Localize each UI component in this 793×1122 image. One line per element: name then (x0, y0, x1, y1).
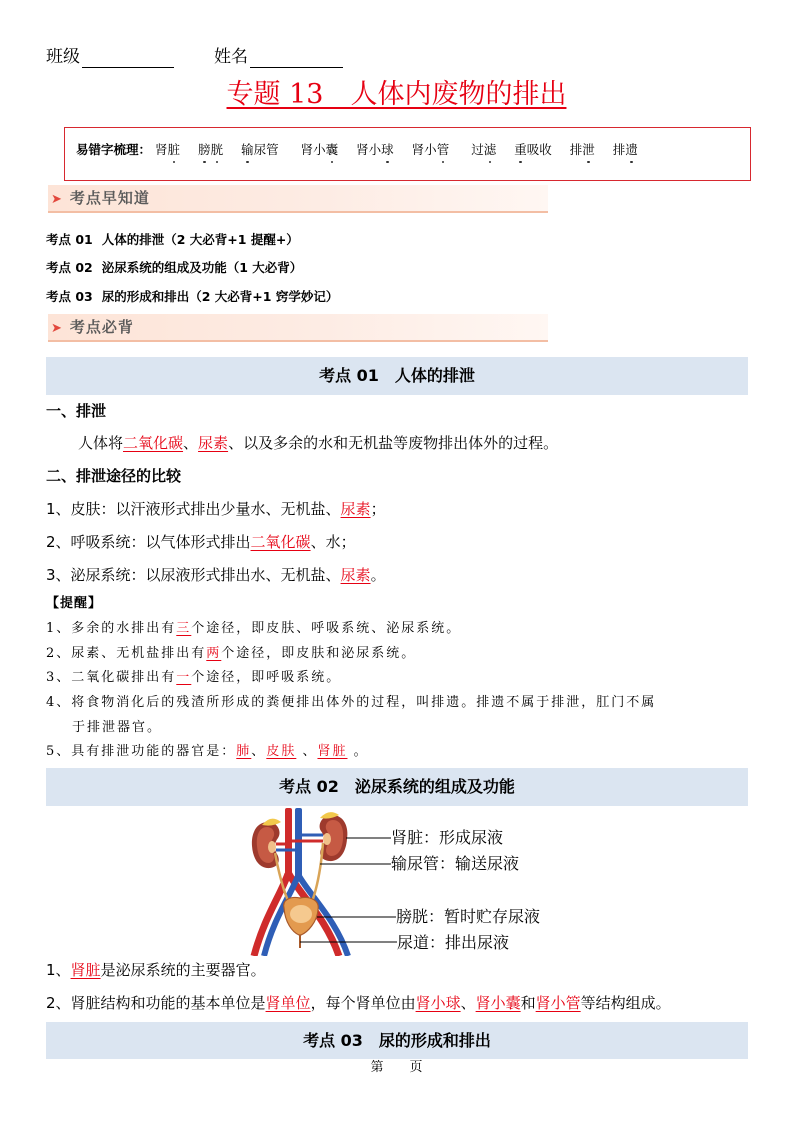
must-know-banner (48, 314, 548, 342)
typo-word (155, 142, 180, 157)
subheading: 一、排泄 (46, 402, 107, 420)
text-run: 2、尿素、无机盐排出有 (46, 646, 207, 661)
toc-text: 人体的排泄（2 大必背+1 提醒+） (101, 232, 299, 247)
aorta (285, 808, 292, 878)
emphasis-char: 球 (381, 142, 394, 157)
page-title: 专题 13 人体内废物的排出 (226, 79, 567, 110)
point-item (46, 992, 671, 1014)
text-run: 、 (296, 744, 318, 759)
toc-item (46, 232, 299, 248)
text-run: 1、 (46, 961, 71, 979)
arrow-icon: ➤ (51, 321, 62, 336)
tip-item (46, 743, 369, 761)
diagram-label-urethra: 尿道：排出尿液 (397, 933, 510, 952)
text-run: 、水； (310, 533, 356, 551)
text-run: 。 (370, 566, 386, 584)
tip-item (46, 645, 416, 663)
bladder-interior (290, 905, 312, 923)
emphasis-char: 泄 (582, 142, 595, 157)
overview-banner (48, 185, 548, 213)
text-run: 、以及多余的水和无机盐等废物排出体外的过程。 (228, 434, 559, 452)
section-heading: 考点 02 泌尿系统的组成及功能 (46, 768, 748, 806)
route-item (46, 498, 386, 520)
emphasis-char: 管 (436, 142, 450, 157)
answer-text: 肾脏 (317, 744, 348, 759)
typo-word (613, 142, 638, 157)
typo-word (514, 142, 552, 157)
typo-word (356, 142, 394, 157)
diagram-label-bladder: 膀胱：暂时贮存尿液 (396, 907, 541, 926)
text-run: 1、多余的水排出有 (46, 621, 177, 636)
definition-paragraph (78, 432, 558, 454)
answer-text: 肾单位 (265, 994, 311, 1012)
class-label: 班级 (46, 47, 80, 67)
arrow-icon: ➤ (51, 192, 62, 207)
name-blank (250, 50, 343, 68)
answer-text: 皮肤 (266, 744, 297, 759)
text-run: 个途径，即皮肤和泌尿系统。 (221, 646, 417, 661)
text-run: 和 (520, 994, 536, 1012)
typo-word (570, 142, 595, 157)
tip-item-continuation (72, 719, 162, 737)
section-heading: 考点 01 人体的排泄 (46, 357, 748, 395)
answer-text: 尿素 (340, 500, 371, 518)
toc-item (46, 289, 338, 305)
text-run: 1、皮肤：以汗液形式排出少量水、无机盐、 (46, 500, 341, 518)
text-run: ； (370, 500, 386, 518)
subheading: 二、排泄途径的比较 (46, 467, 182, 485)
text-run: 是泌尿系统的主要器官。 (100, 961, 266, 979)
text-run: ，每个肾单位由 (310, 994, 416, 1012)
left-adrenal-gland (262, 819, 281, 826)
text-run: 3、二氧化碳排出有 (46, 670, 177, 685)
tip-item (46, 620, 461, 638)
text-run: 肾小 (411, 142, 437, 157)
toc-number: 考点 02 (46, 260, 93, 275)
text-run: 肾小 (300, 142, 326, 157)
toc-text: 泌尿系统的组成及功能（1 大必背） (101, 260, 303, 275)
text-run: 4、将食物消化后的残渣所形成的粪便排出体外的过程，叫排遗。排遗不属于排泄，肛门不属 (46, 695, 657, 710)
toc-number: 考点 01 (46, 232, 93, 247)
toc-number: 考点 03 (46, 289, 93, 304)
typo-review-label: 易错字梳理： (76, 142, 152, 157)
emphasis-char: 滤 (483, 142, 497, 157)
answer-text: 肾小管 (535, 994, 581, 1012)
typo-word (198, 142, 223, 157)
urinary-system-diagram (240, 808, 405, 956)
name-field (214, 46, 343, 68)
text-run: 吸收 (526, 142, 552, 157)
typo-word (301, 142, 339, 157)
text-run: 、 (251, 744, 267, 759)
tip-item (46, 669, 341, 687)
text-run: 肾 (155, 142, 168, 157)
vena-cava (295, 808, 302, 879)
emphasis-char: 输 (241, 142, 254, 157)
text-run: 过 (471, 142, 484, 157)
name-label: 姓名 (214, 47, 248, 67)
answer-text: 尿素 (340, 566, 371, 584)
text-run: 排 (612, 142, 626, 157)
answer-text: 肾脏 (70, 961, 101, 979)
emphasis-char: 重 (514, 142, 527, 157)
answer-text: 肺 (236, 744, 252, 759)
text-run: 排 (569, 142, 583, 157)
text-run: 2、肾脏结构和功能的基本单位是 (46, 994, 266, 1012)
typo-word (241, 142, 279, 157)
banner-title: 考点早知道 (69, 189, 150, 207)
text-run: 于排泄器官。 (72, 720, 163, 735)
text-run: 5、具有排泄功能的器官是： (46, 744, 237, 759)
answer-text: 尿素 (198, 434, 229, 452)
emphasis-char: 膀 (198, 142, 211, 157)
emphasis-char: 囊 (325, 142, 339, 157)
tip-item (46, 694, 656, 712)
emphasis-char: 遗 (625, 142, 638, 157)
point-item (46, 959, 266, 981)
text-run: 、 (460, 994, 476, 1012)
answer-text: 三 (176, 621, 192, 636)
page-footer: 第 页 (370, 1060, 423, 1075)
text-run: 人体将 (78, 434, 124, 452)
text-run: 肾小 (356, 142, 382, 157)
toc-text: 尿的形成和排出（2 大必背+1 窍学妙记） (101, 289, 339, 304)
text-run: 等结构组成。 (580, 994, 671, 1012)
text-run: 。 (347, 744, 369, 759)
text-run: 2、呼吸系统：以气体形式排出 (46, 533, 251, 551)
answer-text: 二氧化碳 (123, 434, 184, 452)
text-run: 3、泌尿系统：以尿液形式排出水、无机盐、 (46, 566, 341, 584)
diagram-label-kidney: 肾脏：形成尿液 (391, 828, 504, 847)
emphasis-char: 脏 (167, 142, 181, 157)
tip-label: 【提醒】 (46, 596, 103, 611)
emphasis-char: 胱 (210, 142, 224, 157)
answer-text: 一 (176, 670, 192, 685)
answer-text: 二氧化碳 (250, 533, 311, 551)
answer-text: 肾小囊 (475, 994, 521, 1012)
text-run: 、 (183, 434, 199, 452)
toc-item (46, 260, 302, 276)
text-run: 尿管 (253, 142, 279, 157)
diagram-label-ureter: 输尿管：输送尿液 (391, 854, 520, 873)
answer-text: 两 (206, 646, 222, 661)
class-blank (82, 50, 174, 68)
banner-title: 考点必背 (69, 318, 134, 336)
left-renal-pelvis (268, 841, 276, 853)
text-run: 个途径，即呼吸系统。 (191, 670, 342, 685)
section-heading: 考点 03 尿的形成和排出 (46, 1022, 748, 1059)
class-field (46, 46, 174, 68)
answer-text: 肾小球 (415, 994, 461, 1012)
typo-review-box (64, 127, 751, 181)
text-run: 个途径，即皮肤、呼吸系统、泌尿系统。 (191, 621, 462, 636)
route-item (46, 564, 386, 586)
route-item (46, 531, 356, 553)
typo-word (471, 142, 496, 157)
typo-word (412, 142, 450, 157)
urinary-system-illustration (252, 808, 348, 956)
